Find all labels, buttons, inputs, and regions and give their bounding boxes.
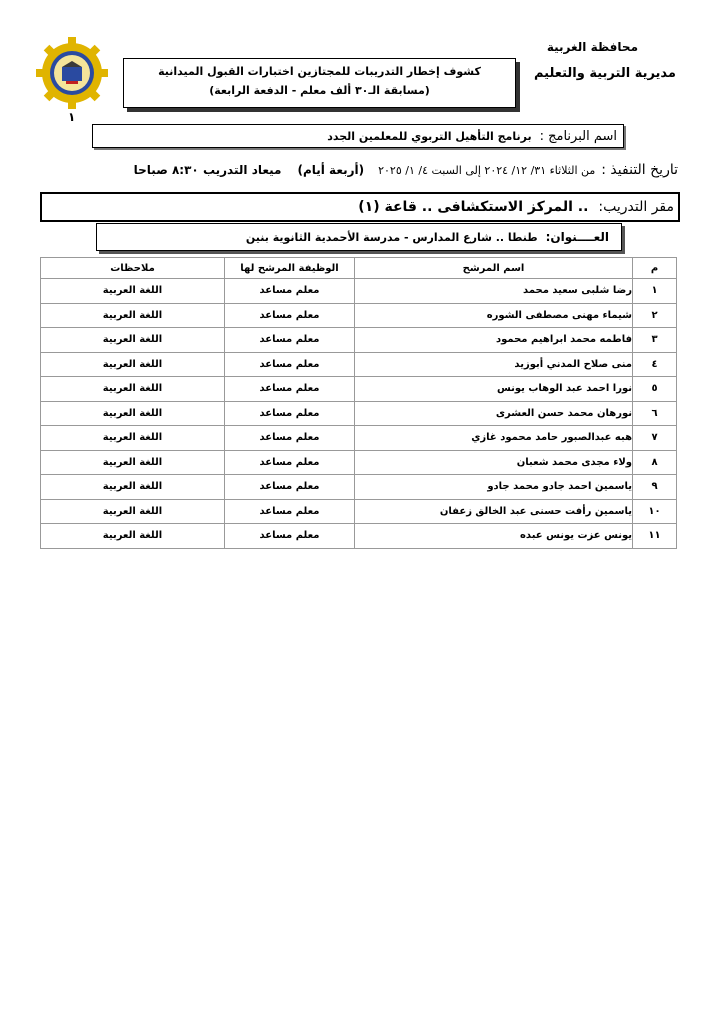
- cell-name: شيماء مهنى مصطفى الشوره: [355, 303, 633, 328]
- table-row: [41, 328, 677, 353]
- cell-num: ٨: [633, 450, 677, 475]
- cell-name: هبه عبدالصبور حامد محمود غازي: [355, 426, 633, 451]
- program-box: [92, 124, 624, 148]
- cell-job: معلم مساعد: [225, 328, 355, 353]
- cell-name: نورهان محمد حسن العشرى: [355, 401, 633, 426]
- address-box: [96, 223, 622, 251]
- schedule-range: من الثلاثاء ٣١/ ١٢/ ٢٠٢٤ إلى السبت ٤/ ١/ ٢٠٢٥: [378, 164, 596, 177]
- cell-notes: اللغة العربية: [41, 279, 225, 304]
- page-number: ١: [68, 110, 76, 124]
- table-row: [41, 279, 677, 304]
- schedule-duration: (أربعة أيام): [297, 163, 365, 177]
- cell-notes: اللغة العربية: [41, 499, 225, 524]
- cell-name: ياسمين رأفت حسنى عبد الخالق زعفان: [355, 499, 633, 524]
- header-notes: ملاحظات: [41, 258, 225, 279]
- cell-job: معلم مساعد: [225, 426, 355, 451]
- table-row: [41, 499, 677, 524]
- header-num: م: [633, 258, 677, 279]
- cell-notes: اللغة العربية: [41, 328, 225, 353]
- cell-job: معلم مساعد: [225, 303, 355, 328]
- directorate-name: مديرية التربية والتعليم: [533, 66, 676, 81]
- cell-job: معلم مساعد: [225, 524, 355, 549]
- cell-job: معلم مساعد: [225, 401, 355, 426]
- cell-job: معلم مساعد: [225, 450, 355, 475]
- header-job: الوظيفة المرشح لها: [225, 258, 355, 279]
- document-subtitle: (مسابقة الـ٣٠ ألف معلم - الدفعة الرابعة): [209, 84, 430, 97]
- cell-num: ٩: [633, 475, 677, 500]
- program-label: اسم البرنامج :: [539, 128, 617, 144]
- cell-notes: اللغة العربية: [41, 401, 225, 426]
- cell-job: معلم مساعد: [225, 279, 355, 304]
- cell-num: ٧: [633, 426, 677, 451]
- table-row: [41, 352, 677, 377]
- cell-notes: اللغة العربية: [41, 377, 225, 402]
- cell-notes: اللغة العربية: [41, 524, 225, 549]
- cell-num: ٢: [633, 303, 677, 328]
- table-header-row: [41, 258, 677, 279]
- cell-notes: اللغة العربية: [41, 352, 225, 377]
- cell-num: ١٠: [633, 499, 677, 524]
- cell-name: منى صلاح المدني أبوزيد: [355, 352, 633, 377]
- cell-job: معلم مساعد: [225, 352, 355, 377]
- schedule-time: ميعاد التدريب ٨:٣٠ صباحا: [133, 163, 282, 177]
- table-body: [41, 279, 677, 549]
- candidates-table: [40, 257, 677, 549]
- venue-label: مقر التدريب:: [598, 199, 674, 215]
- cell-num: ٦: [633, 401, 677, 426]
- cell-name: ياسمين احمد جادو محمد جادو: [355, 475, 633, 500]
- document-title: كشوف إخطار التدريبات للمجتازين اختبارات القبول الميدانية: [158, 65, 481, 78]
- cell-num: ١١: [633, 524, 677, 549]
- cell-notes: اللغة العربية: [41, 426, 225, 451]
- address-label: العــــنوان:: [545, 230, 609, 244]
- table-row: [41, 524, 677, 549]
- table-row: [41, 401, 677, 426]
- title-box-frame: [123, 58, 516, 108]
- schedule-line: [134, 162, 678, 178]
- cell-num: ٥: [633, 377, 677, 402]
- cell-num: ٣: [633, 328, 677, 353]
- ministry-logo-icon: [36, 37, 108, 109]
- cell-name: ولاء مجدى محمد شعبان: [355, 450, 633, 475]
- governorate-name: محافظة الغربية: [546, 40, 638, 54]
- address-value: طنطا .. شارع المدارس - مدرسة الأحمدية الثانوية بنين: [245, 230, 538, 244]
- cell-job: معلم مساعد: [225, 499, 355, 524]
- table-row: [41, 426, 677, 451]
- cell-name: فاطمه محمد ابراهيم محمود: [355, 328, 633, 353]
- header-name: اسم المرشح: [355, 258, 633, 279]
- cell-num: ٤: [633, 352, 677, 377]
- cell-num: ١: [633, 279, 677, 304]
- cell-notes: اللغة العربية: [41, 303, 225, 328]
- table-row: [41, 450, 677, 475]
- cell-notes: اللغة العربية: [41, 450, 225, 475]
- table-row: [41, 475, 677, 500]
- cell-job: معلم مساعد: [225, 475, 355, 500]
- venue-box: [40, 192, 680, 222]
- schedule-label: تاريخ التنفيذ :: [601, 162, 678, 178]
- cell-name: يونس عزت يونس عبده: [355, 524, 633, 549]
- title-box: [123, 58, 518, 110]
- venue-value: .. المركز الاستكشافى .. قاعة (١): [358, 199, 589, 215]
- program-value: برنامج التأهيل التربوي للمعلمين الجدد: [327, 129, 532, 143]
- cell-job: معلم مساعد: [225, 377, 355, 402]
- cell-notes: اللغة العربية: [41, 475, 225, 500]
- table-row: [41, 303, 677, 328]
- cell-name: نورا احمد عبد الوهاب يونس: [355, 377, 633, 402]
- table-row: [41, 377, 677, 402]
- cell-name: رضا شلبى سعيد محمد: [355, 279, 633, 304]
